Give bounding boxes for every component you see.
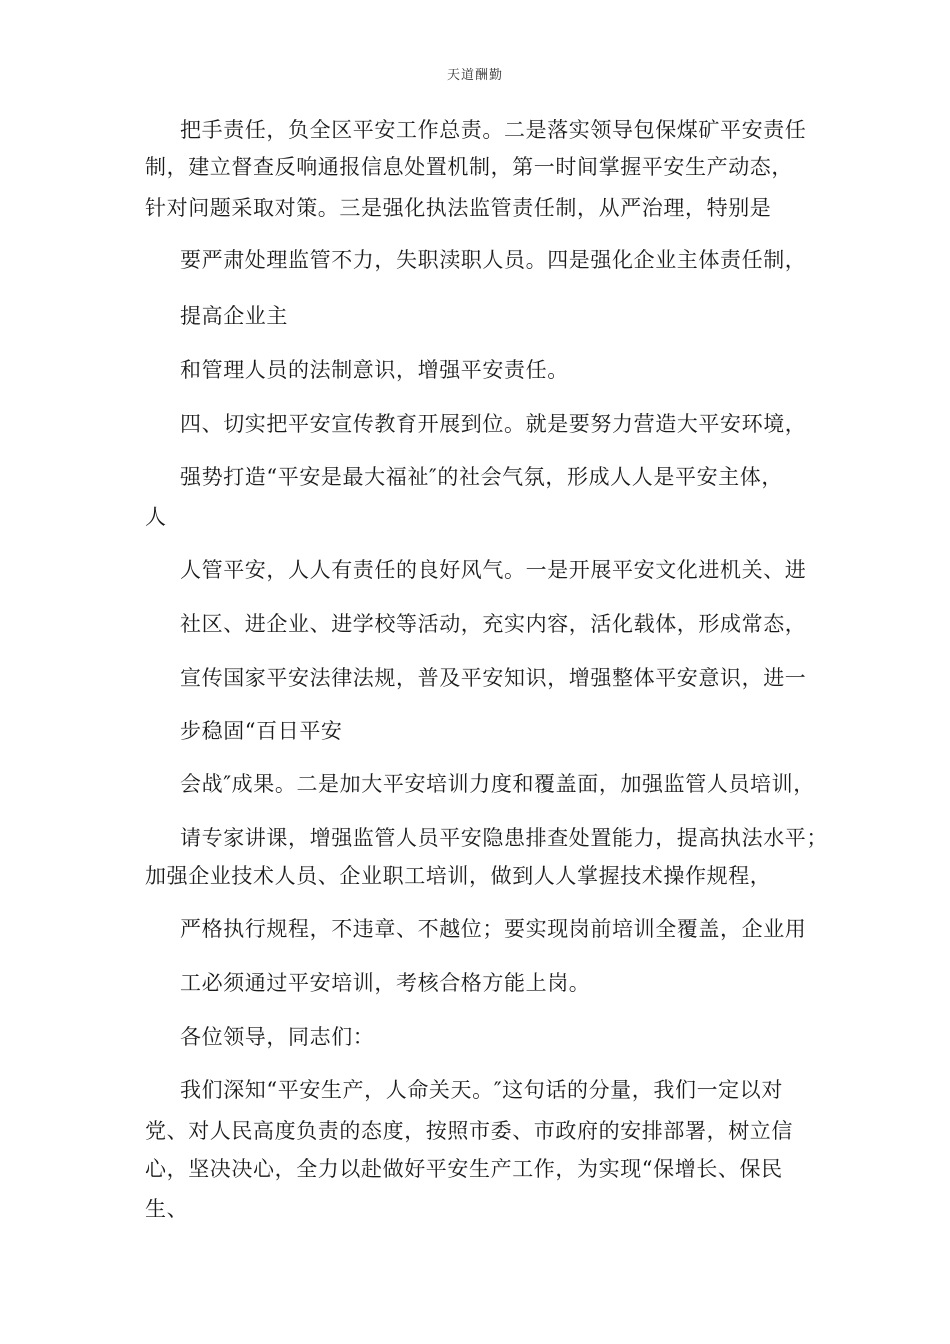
text-line: 严格执行规程，不违章、不越位；要实现岗前培训全覆盖，企业用 <box>180 917 807 941</box>
text-line: 针对问题采取对策。三是强化执法监管责任制，从严治理，特别是 <box>145 196 772 220</box>
text-line: 会战″成果。二是加大平安培训力度和覆盖面，加强监管人员培训， <box>180 772 815 796</box>
text-line: 我们深知“平安生产，人命关天。″这句话的分量，我们一定以对 <box>180 1078 783 1102</box>
text-line: 生、 <box>145 1197 189 1221</box>
text-line: 工必须通过平安培训，考核合格方能上岗。 <box>180 971 591 995</box>
text-line: 各位领导，同志们： <box>180 1025 375 1049</box>
text-line: 请专家讲课，增强监管人员平安隐患排查处置能力，提高执法水平； <box>180 826 828 850</box>
text-line: 步稳固“百日平安 <box>180 719 343 743</box>
page-header: 天道酬勤 <box>446 68 503 83</box>
text-line: 制，建立督查反响通报信息处置机制，第一时间掌握平安生产动态， <box>145 155 793 179</box>
text-line: 社区、进企业、进学校等活动，充实内容，活化载体，形成常态， <box>180 612 807 636</box>
text-line: 心，坚决决心，全力以赴做好平安生产工作，为实现“保增长、保民 <box>145 1157 783 1181</box>
text-line: 人 <box>145 505 167 529</box>
text-line: 强势打造“平安是最大福祉″的社会气氛，形成人人是平安主体， <box>180 465 783 489</box>
text-line: 把手责任，负全区平安工作总责。二是落实领导包保煤矿平安责任 <box>180 118 807 142</box>
text-line: 要严肃处理监管不力，失职渎职人员。四是强化企业主体责任制， <box>180 248 807 272</box>
text-line: 加强企业技术人员、企业职工培训，做到人人掌握技术操作规程， <box>145 864 772 888</box>
text-line: 和管理人员的法制意识，增强平安责任。 <box>180 358 569 382</box>
text-line: 宣传国家平安法律法规，普及平安知识，增强整体平安意识，进一 <box>180 666 807 690</box>
text-line: 党、对人民高度负责的态度，按照市委、市政府的安排部署，树立信 <box>145 1119 793 1143</box>
text-line: 提高企业主 <box>180 304 288 328</box>
text-line: 人管平安，人人有责任的良好风气。一是开展平安文化进机关、进 <box>180 558 807 582</box>
text-line: 四、切实把平安宣传教育开展到位。就是要努力营造大平安环境， <box>180 412 807 436</box>
